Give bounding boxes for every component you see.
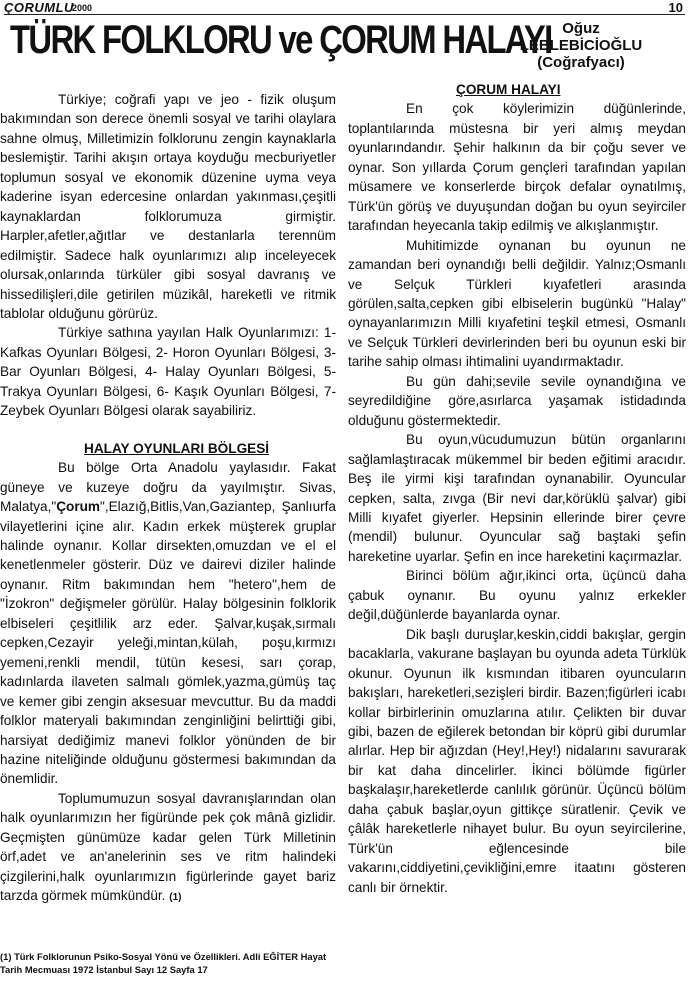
- article-title: TÜRK FOLKLORU ve ÇORUM HALAYI: [10, 18, 552, 62]
- paragraph-halay-region: [0, 458, 336, 789]
- masthead-year: 2000: [72, 3, 93, 13]
- paragraph: Türkiye; coğrafi yapı ve jeo - fizik oluşum bakımından son derece önemli sosyal ve tarihi olaylara sahne olmuş, Milletimizin folklorunu zengin kaynaklarla beslemiştir. Tarihi akışın ortaya koyduğu mecburiyetler toplumun sosyal ve ekonomik düzenine uyma veya kaderine isyan edercesine onlardan yakınması,çeşitli kaynaklardan folklorumuza girmiştir. Harpler,afetler,ağıtlar ve destanlarla terennüm edilmiştir. Sadece halk oyunlarımızı alıp inceleyecek olursak,onlarında türküler gibi sosyal davranış ve hissedilişleri,dile getirilen müzikâl, hareketli ve ritmik tablolar olduğunu görürüz.: [0, 92, 336, 321]
- right-column: [348, 80, 686, 897]
- text-span: ",Elazığ,Bitlis,Van,Gaziantep, Şanlıurfa vilayetlerini içine alır. Kadın erkek müşterek gruplar halinde oynanır. Kollar dirsekten,omuzdan ve el el kenetlenmeler gösterir. Düz ve dairevi diziler halinde oynanır. Ritm bakımından hem "hetero",hem de "İzokron" değişmeler görülür. Halay bölgesinin folklorik elbiseleri çeşitlilik arz eder. Şalvar,kuşak,sırmalı cepken,Cezayir yeleği,mintan,külah, poşu,kırmızı yemeni,renkli mendil, tütün kesesi, sarı çorap, kadınlarda ilaveten salmalı gömlek,yazma,gümüş taç ve kemer gibi zengin aksesuar mevcuttur. Bu da maddi folklor materyali bakımından zenginliğini belirttiği gibi, harsiyat dediğimiz manevi folklor yönünden de bir hazine niteliğinde olduğunu göstermesi bakımından da önemlidir.: [0, 499, 336, 787]
- masthead-name: ÇORUMLU: [4, 0, 74, 15]
- paragraph: Dik başlı duruşlar,keskin,ciddi bakışlar, gergin bacaklarla, vakurane başlayan bu oyunda adeta Türklük okunur. Oyunun ilk kısmından itibaren oyuncuların bakışları, hareketleri,sezişleri birdir. Bazen;figürleri icabı kollar birbirlerinin omuzlarına atılır. Çelikten bir duvar gibi, bazen de eğilerek betondan bir köprü gibi durumlar alırlar. Hep bir ağızdan (Hey!,Hey!) nidalarını savurarak bir kat daha dincelirler. İkinci bölümde figürler başkalaşır,hareketlerde canlılık görünür. Üçüncü bölüm daha çabuk başlar,oyun gittikçe süratlenir. Çevik ve çâlâk hareketlerle nihayet bulur. Bu oyun seyircilerine, Türk'ün eğlencesinde bile vakarını,ciddiyetini,çevikliğini,emre itaatını gösteren canlı bir örnektir.: [348, 626, 686, 895]
- author-role: (Coğrafyacı): [537, 54, 625, 71]
- section-heading-corum-halayi: ÇORUM HALAYI: [456, 82, 561, 97]
- author-first-name: Oğuz: [562, 20, 600, 37]
- paragraph: Muhitimizde oynanan bu oyunun ne zamandan beri oynandığı belli değildir. Yalnız;Osmanlı ve Selçuk Türkleri kıyafetleri arasında görülen,salta,cepken gibi elbiselerin bugünkü "Halay" oynayanlarımızın Milli kıyafetini teşkil etmesi, Osmanlı ve Selçuk Türkleri devirlerinden beri bu oyunun eski bir tarihe sahip olması ihtimalini uyandırmaktadır.: [348, 237, 686, 370]
- paragraph: Bu gün dahi;sevile sevile oynandığına ve seyredildiğine göre,asırlarca yaşamak istidadında olduğunu göstermektedir.: [348, 373, 686, 428]
- paragraph: Türkiye sathına yayılan Halk Oyunlarımızı: 1- Kafkas Oyunları Bölgesi, 2- Horon Oyunları Bölgesi, 3- Bar Oyunları Bölgesi, 4- Halay Oyunları Bölgesi, 5- Trakya Oyunları Bölgesi, 6- Kaşık Oyunları Bölgesi, 7- Zeybek Oyunları Bölgesi olarak sayabiliriz.: [0, 325, 336, 419]
- page-number: 10: [668, 0, 683, 15]
- footnote-reference: (1): [169, 892, 182, 904]
- footnote: (1) Türk Folklorunun Psiko-Sosyal Yönü ve Özellikleri. Adli EĞİTER Hayat Tarih Mecmuası 1972 İstanbul Sayı 12 Sayfa 17: [0, 951, 327, 975]
- author-block: [481, 20, 681, 71]
- highlighted-city: Çorum: [56, 499, 101, 515]
- text-span: Bu bölge Orta Anadolu yaylasıdır. Fakat güneye ve kuzeye doğru da yayılmıştır. Sivas, Malatya,": [0, 460, 336, 515]
- paragraph: [0, 789, 336, 908]
- author-last-name: LEBLEBİCİOĞLU: [519, 37, 643, 54]
- left-column: [0, 90, 336, 908]
- text-span: Toplumumuzun sosyal davranışlarından olan halk oyunlarımızın her figüründe pek çok mânâ gizlidir. Geçmişten günümüze kadar gelen Türk Milletinin örf,adet ve an'anelerinin ses ve ritm halindeki çizgilerini,halk oyunlarımızın figürlerinde gayet bariz tarzda görmek mümkündür.: [0, 790, 336, 904]
- paragraph: Birinci bölüm ağır,ikinci orta, üçüncü daha çabuk oynanır. Bu oyunu yalnız erkekler değil,düğünlerde bayanlarda oynar.: [348, 568, 686, 623]
- paragraph: En çok köylerimizin düğünlerinde, toplantılarında müstesna bir yeri almış meydan oyunlarındandır. Şehir halkının da bir çoğu sever ve oynar. Son yıllarda Çorum gençleri tarafından yapılan müsamere ve konserlerde birçok defalar oynatılmış, Türk'ün görüş ve duyuşundan doğan bu oyun seyirciler tarafından heyecanla takip edilmiş ve alkışlanmıştır.: [348, 101, 686, 234]
- section-heading-halay-region: HALAY OYUNLARI BÖLGESİ: [84, 440, 270, 456]
- paragraph: Bu oyun,vücudumuzun bütün organlarını sağlamlaştıracak mükemmel bir beden eğitimi aracıdır. Beş ile yirmi kişi tarafından oynanabilir. Oyuncular cepken, salta, zıvga (Bir nevi dar,körüklü şalvar) gibi Milli kıyafet giyerler. Hepsinin ellerinde birer çevre (mendil) bulunur. Oyuncular sağ baştaki şefin hareketine uyarlar. Şefin en ince hareketini kaçırmazlar.: [348, 432, 686, 564]
